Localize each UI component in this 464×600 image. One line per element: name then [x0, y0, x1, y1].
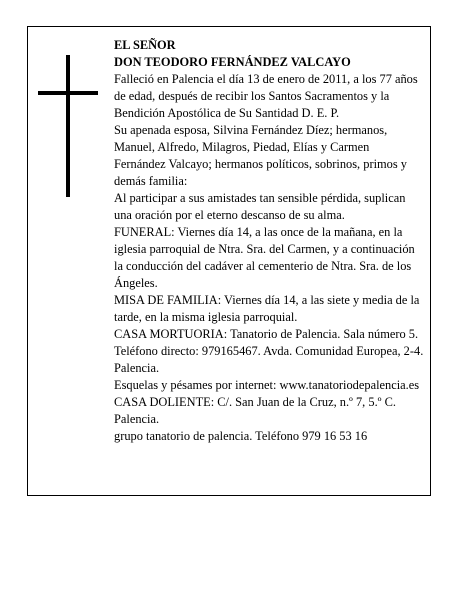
family-home-info: CASA DOLIENTE: C/. San Juan de la Cruz, n.º 7, 5.º C. Palencia.: [114, 395, 396, 426]
provider-footer: grupo tanatorio de palencia. Teléfono 979 16 53 16: [114, 429, 368, 443]
title-line-1: EL SEÑOR: [114, 38, 176, 52]
family-list: Su apenada esposa, Silvina Fernández Díez; hermanos, Manuel, Alfredo, Milagros, Piedad, Elías y Carmen Fernández Valcayo; hermanos políticos, sobrinos, primos y demás familia:: [114, 123, 407, 188]
obituary-text: [114, 37, 424, 445]
online-condolences: Esquelas y pésames por internet: www.tanatoriodepalencia.es: [114, 378, 420, 392]
funeral-info: FUNERAL: Viernes día 14, a las once de la mañana, en la iglesia parroquial de Ntra. Sra. del Carmen, y a continuación la conducción del cadáver al cementerio de Ntra. Sra. de los Ángeles.: [114, 225, 415, 290]
prayer-request: Al participar a sus amistades tan sensible pérdida, suplican una oración por el eterno descanso de su alma.: [114, 191, 406, 222]
cross-vertical-bar: [66, 55, 70, 197]
family-mass-info: MISA DE FAMILIA: Viernes día 14, a las siete y media de la tarde, en la misma iglesia parroquial.: [114, 293, 420, 324]
death-notice: Falleció en Palencia el día 13 de enero de 2011, a los 77 años de edad, después de recibir los Santos Sacramentos y la Bendición Apostólica de Su Santidad D. E. P.: [114, 72, 418, 120]
deceased-name: DON TEODORO FERNÁNDEZ VALCAYO: [114, 55, 351, 69]
obituary-card: [27, 26, 431, 496]
cross-horizontal-bar: [38, 91, 98, 95]
cross-icon: [38, 55, 98, 197]
funeral-home-info: CASA MORTUORIA: Tanatorio de Palencia. Sala número 5. Teléfono directo: 979165467. Avda. Comunidad Europea, 2-4. Palencia.: [114, 327, 424, 375]
